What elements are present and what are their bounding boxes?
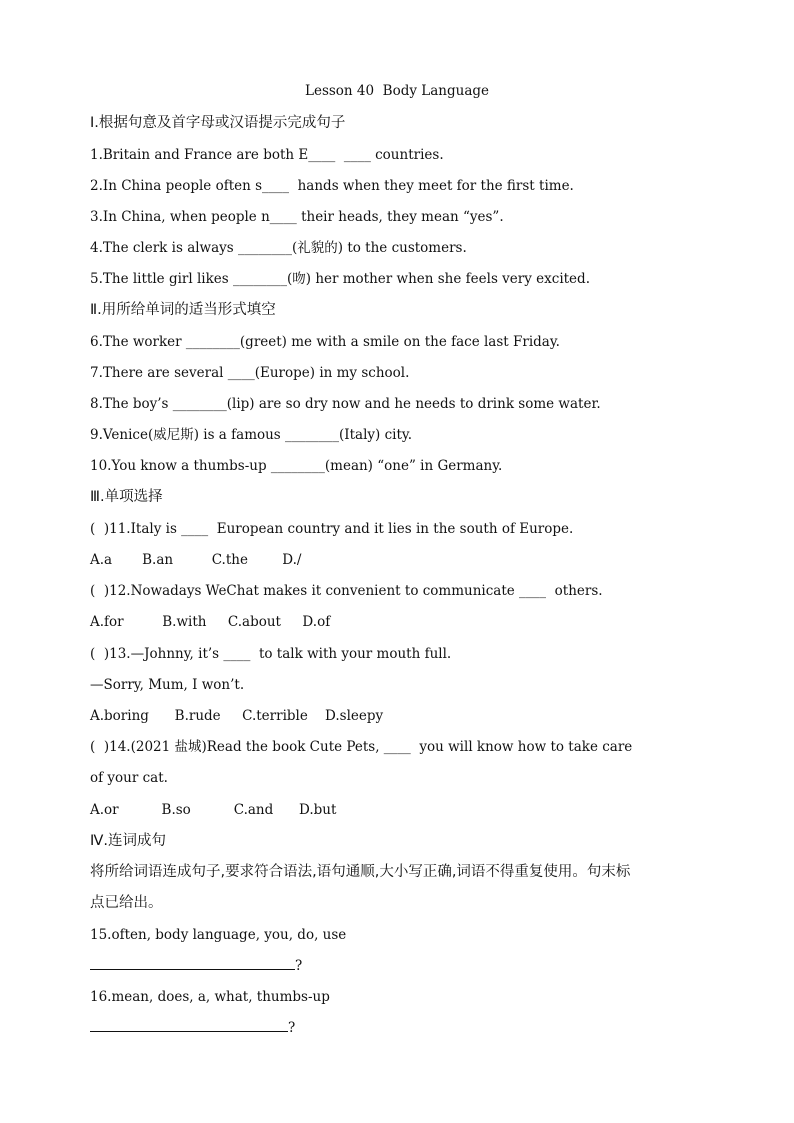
question-12: ( )12.Nowadays WeChat makes it convenient to communicate ____ others. (90, 583, 603, 599)
question-2: 2.In China people often s____ hands when they meet for the first time. (90, 178, 574, 194)
answer-line-16[interactable] (90, 1019, 295, 1037)
section-1-heading: Ⅰ.根据句意及首字母或汉语提示完成句子 (90, 115, 346, 131)
question-13-options: A.boring B.rude C.terrible D.sleepy (90, 708, 384, 724)
question-8: 8.The boy’s ________(lip) are so dry now and he needs to drink some water. (90, 396, 601, 412)
question-11: ( )11.Italy is ____ European country and it lies in the south of Europe. (90, 521, 574, 537)
question-13-reply: —Sorry, Mum, I won’t. (90, 677, 245, 693)
section-4-instruction: 将所给词语连成句子,要求符合语法,语句通顺,大小写正确,词语不得重复使用。句末标 (90, 864, 631, 880)
question-10: 10.You know a thumbs-up ________(mean) “one” in Germany. (90, 458, 503, 474)
question-12-options: A.for B.with C.about D.of (90, 614, 331, 630)
question-14-continued: of your cat. (90, 770, 168, 786)
question-11-options: A.a B.an C.the D./ (90, 552, 302, 568)
question-3: 3.In China, when people n____ their heads, they mean “yes”. (90, 209, 504, 225)
question-4: 4.The clerk is always ________(礼貌的) to the customers. (90, 240, 467, 256)
section-4-heading: Ⅳ.连词成句 (90, 833, 166, 849)
blank-15[interactable] (90, 957, 295, 970)
question-5: 5.The little girl likes ________(吻) her mother when she feels very excited. (90, 271, 590, 287)
question-14-options: A.or B.so C.and D.but (90, 802, 337, 818)
question-6: 6.The worker ________(greet) me with a smile on the face last Friday. (90, 334, 560, 350)
section-2-heading: Ⅱ.用所给单词的适当形式填空 (90, 302, 276, 318)
question-15: 15.often, body language, you, do, use (90, 927, 347, 943)
question-7: 7.There are several ____(Europe) in my school. (90, 365, 410, 381)
question-13: ( )13.—Johnny, it’s ____ to talk with your mouth full. (90, 646, 452, 662)
section-3-heading: Ⅲ.单项选择 (90, 489, 163, 505)
question-14: ( )14.(2021 盐城)Read the book Cute Pets, ____ you will know how to take care (90, 739, 633, 755)
question-mark-16: ? (288, 1020, 296, 1036)
blank-16[interactable] (90, 1019, 288, 1032)
question-1: 1.Britain and France are both E____ ____ countries. (90, 147, 444, 163)
question-mark-15: ? (295, 958, 303, 974)
answer-line-15[interactable] (90, 957, 302, 975)
page-title: Lesson 40 Body Language (304, 83, 490, 99)
section-4-instruction-continued: 点已给出。 (90, 895, 163, 911)
question-9: 9.Venice(威尼斯) is a famous ________(Italy) city. (90, 427, 413, 443)
question-16: 16.mean, does, a, what, thumbs-up (90, 989, 330, 1005)
